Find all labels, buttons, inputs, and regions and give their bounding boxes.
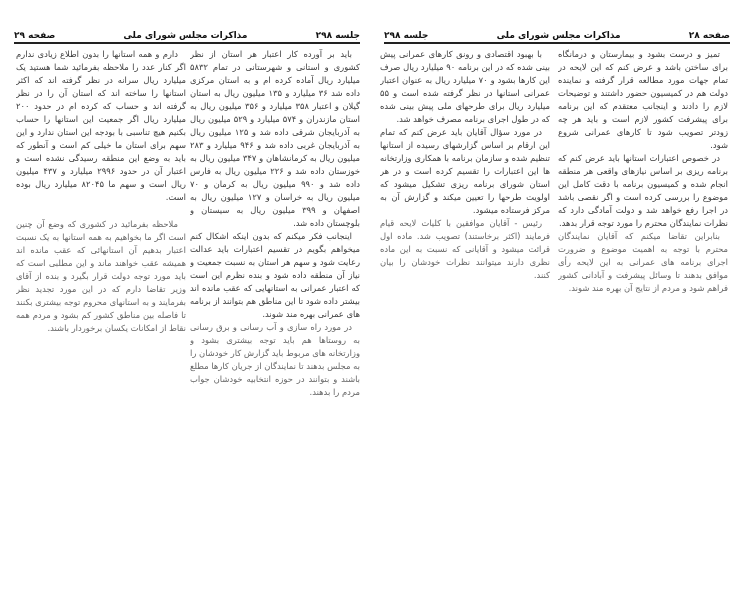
text-column-right (190, 48, 360, 568)
paragraph: در خصوص اعتبارات استانها باید عرض کنم که برنامه ریزی بر اساس نیازهای واقعی هر منطقه انجام شده و کمیسیون برنامه با دقت کامل این موضوع را بررسی کرده است و اگر نقصی باشد در اجرا رفع خواهد شد و دولت آمادگی دارد که نظرات نمایندگان محترم را مورد توجه قرار بدهد. (558, 153, 728, 228)
running-title: مذاکرات مجلس شورای ملی (496, 31, 621, 41)
paragraph: ملاحظه بفرمائید در کشوری که وضع آن چنین است اگر ما بخواهیم به همه استانها به یک نسبت اعتبار بدهیم آن استانهائی که عقب مانده اند همیشه عقب خواهند ماند و این مطلبی است که باید مورد توجه دولت قرار بگیرد و بنده از آقای وزیر تقاضا دارم که در این مورد تجدید نظر بفرمایند و به استانهای محروم توجه بیشتری بکنند تا فاصله بین مناطق کشور کم بشود و مردم همه نقاط از امکانات یکسان برخوردار باشند. (16, 219, 186, 333)
session-number: جلسه ۲۹۸ (315, 31, 360, 41)
text-column-left (16, 48, 186, 568)
paragraph: با بهبود اقتصادی و رونق کارهای عمرانی پیش بینی شده که در این برنامه ۹۰ میلیارد ریال صرف این کارها بشود و ۷۰ میلیارد ریال به عنوان اعتبار عمرانی استانها در نظر گرفته شده است و ۵۵ میلیارد ریال برای طرحهای ملی پیش بینی شده که در طول اجرای برنامه مصرف خواهد شد. (380, 49, 550, 124)
page-number: صفحه ۲۹ (14, 31, 56, 41)
paragraph: تمیز و درست بشود و بیمارستان و درمانگاه برای ساختن باشد و عرض کنم که این لایحه در تمام جهات مورد مطالعه قرار گرفته و نماینده دولت هم در کمیسیون حضور داشتند و توضیحات لازم را دادند و اینجانب معتقدم که این برنامه برای پیشرفت کشور لازم است و باید هر چه زودتر تصویب شود تا کارهای عمرانی شروع شود. (558, 49, 728, 150)
paragraph: در مورد سؤال آقایان باید عرض کنم که تمام این ارقام بر اساس گزارشهای رسیده از استانها تنظیم شده و سازمان برنامه با همکاری وزارتخانه ها این اعتبارات را تقسیم کرده است و در هر استان شورای برنامه ریزی تشکیل میشود که اولویت طرحها را تعیین میکند و گزارش آن به مرکز فرستاده میشود. (380, 127, 550, 215)
right-page (370, 0, 740, 600)
paragraph: بنابراین تقاضا میکنم که آقایان نمایندگان محترم با توجه به اهمیت موضوع و ضرورت اجرای برنامه های عمرانی به این لایحه رأی موافق بدهند تا وسائل پیشرفت و آبادانی کشور فراهم شود و مردم از نتایج آن بهره مند شوند. (558, 231, 728, 293)
page-number: صفحه ۲۸ (688, 31, 730, 41)
paragraph: باید بر آورده کار اعتبار هر استان از نظر کشوری و استانی و شهرستانی در تمام ۵۸۳۲ میلیارد ریال آماده کرده ام و به استان مرکزی داده شد ۳۶ میلیارد و ۱۳۵ میلیون ریال به استان گیلان و اعتبار ۳۵۸ میلیارد و ۳۵۶ میلیون ریال به استان مازندران و ۵۷۴ میلیارد و ۵۲۹ میلیون ریال به آذربایجان شرقی داده شد و ۱۲۵ میلیون ریال به آذربایجان غربی داده شد و ۹۴۶ میلیارد و ۲۸۳ میلیون ریال به کرمانشاهان و ۳۴۷ میلیون ریال به خوزستان داده شد و ۲۲۶ میلیون ریال به فارس داده شد و ۹۹۰ میلیون ریال به کرمان و ۷۰ میلیون ریال به خراسان و ۱۲۷ میلیون ریال به اصفهان و ۳۹۹ میلیون ریال به سیستان و بلوچستان داده شد. (190, 49, 360, 228)
paragraph: رئیس - آقایان موافقین با کلیات لایحه قیام فرمایند (اکثر برخاستند) تصویب شد. ماده اول قرائت میشود و آقایانی که نسبت به این ماده نظری دارند میتوانند نظرات خودشان را بیان کنند. (380, 218, 550, 280)
paragraph: اینجانب فکر میکنم که بدون اینکه اشکال کنم میخواهم بگویم در تقسیم اعتبارات باید عدالت رعایت شود و سهم هر استان به نسبت جمعیت و نیاز آن منطقه داده شود و بنده نظرم این است که اعتبار عمرانی به استانهایی که عقب مانده اند بیشتر داده شود تا این مناطق هم بتوانند از برنامه های عمرانی بهره مند شوند. (190, 231, 360, 319)
page-header (14, 28, 360, 44)
session-number: جلسه ۲۹۸ (384, 31, 429, 41)
text-column-right (558, 48, 728, 568)
text-column-left (380, 48, 550, 568)
paragraph: در مورد راه سازی و آب رسانی و برق رسانی به روستاها هم باید توجه بیشتری بشود و وزارتخانه های مربوط باید گزارش کار خودشان را به مجلس بدهند تا نمایندگان از جریان کارها مطلع باشند و بتوانند در حوزه انتخابیه خودشان جواب مردم را بدهند. (190, 322, 360, 397)
paragraph: دارم و همه استانها را بدون اطلاع زیادی ندارم اگر کنار عدد را ملاحظه بفرمائید شما هستید یک میلیارد ریال سرانه در نظر گرفته اند که اکثر استانها را ساخته اند که استان آن را در نظر گرفته اند و حساب که کرده ام در حدود ۲۰۰ میلیارد ریال اگر جمعیت این استانها را حساب بکنیم هیچ تناسبی با بودجه این استان ندارد و این سهم برای استان ما خیلی کم است و آنطور که باید به وضع این منطقه رسیدگی نشده است و اعتبار آن در حدود ۲۹۹۶ میلیارد و ۴۳۷ میلیون ریال است و سهم ما ۸۲۰۴۵ میلیارد ریال بوده است. (16, 49, 186, 202)
page-header (384, 28, 730, 44)
running-title: مذاکرات مجلس شورای ملی (123, 31, 248, 41)
